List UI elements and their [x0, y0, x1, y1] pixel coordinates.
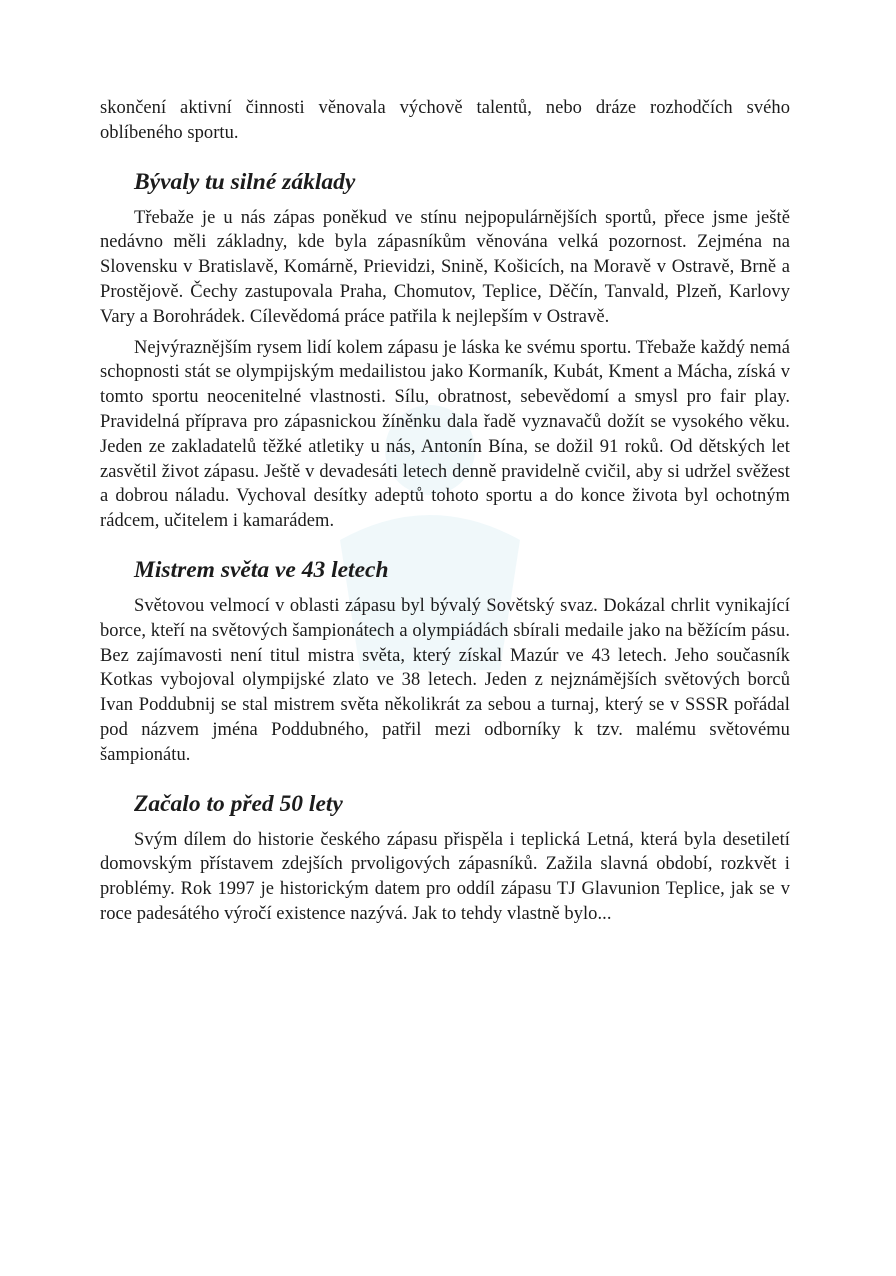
article-body [100, 96, 790, 927]
section-heading-fifty-years-ago: Začalo to před 50 lety [134, 790, 343, 817]
section-heading-strong-foundations: Bývaly tu silné základy [134, 168, 356, 195]
section-3-paragraph-1: Svým dílem do historie českého zápasu přispěla i teplická Letná, která byla desetiletí domovským přístavem zdejších prvoligových zápasníků. Zažila slavná období, rozkvět i problémy. Rok 1997 je historickým datem pro oddíl zápasu TJ Glavunion Teplice, jak se v roce padesátého výročí existence nazývá. Jak to tehdy vlastně bylo... [100, 829, 790, 924]
section-1-paragraph-2: Nejvýraznějším rysem lidí kolem zápasu je láska ke svému sportu. Třebaže každý nemá schopnosti stát se olympijským medailistou jako Kormaník, Kubát, Kment a Mácha, získá v tomto sportu neocenitelné vlastnosti. Sílu, obratnost, sebevědomí a smysl pro fair play. Pravidelná příprava pro zápasnickou žíněnku dala řadě vyznavačů dožít se vysokého věku. Jeden ze zakladatelů těžké atletiky u nás, Antonín Bína, se dožil 91 roků. Od dětských let zasvětil život zápasu. Ještě v devadesáti letech denně pravidelně cvičil, aby si udržel svěžest a dobrou náladu. Vychoval desítky adeptů tohoto sportu a do konce života byl ochotným rádcem, učitelem i kamarádem. [100, 337, 790, 532]
section-1-paragraph-1: Třebaže je u nás zápas poněkud ve stínu nejpopulárnějších sportů, přece jsme ještě nedávno měli základny, kde byla zápasníkům věnována velká pozornost. Zejména na Slovensku v Bratislavě, Komárně, Prievidzi, Snině, Košicích, na Moravě v Ostravě, Brně a Prostějově. Čechy zastupovala Praha, Chomutov, Teplice, Děčín, Tanvald, Plzeň, Karlovy Vary a Borohrádek. Cílevědomá práce patřila k nejlepším v Ostravě. [100, 207, 790, 327]
intro-paragraph: skončení aktivní činnosti věnovala výchově talentů, nebo dráze rozhodčích svého oblíbeného sportu. [100, 98, 790, 143]
section-heading-world-champion: Mistrem světa ve 43 letech [134, 556, 389, 583]
section-2-paragraph-1: Světovou velmocí v oblasti zápasu byl bývalý Sovětský svaz. Dokázal chrlit vynikající borce, kteří na světových šampionátech a olympiádách sbírali medaile jako na běžícím pásu. Bez zajímavosti není titul mistra světa, který získal Mazúr ve 43 letech. Jeho současník Kotkas vybojoval olympijské zlato ve 38 letech. Jeden z nejznámějších světových borců Ivan Poddubnij se stal mistrem světa několikrát za sebou a turnaj, který se v SSSR pořádal pod názvem jména Poddubného, patřil mezi odborníky k tzv. malému světovému šampionátu. [100, 595, 790, 765]
